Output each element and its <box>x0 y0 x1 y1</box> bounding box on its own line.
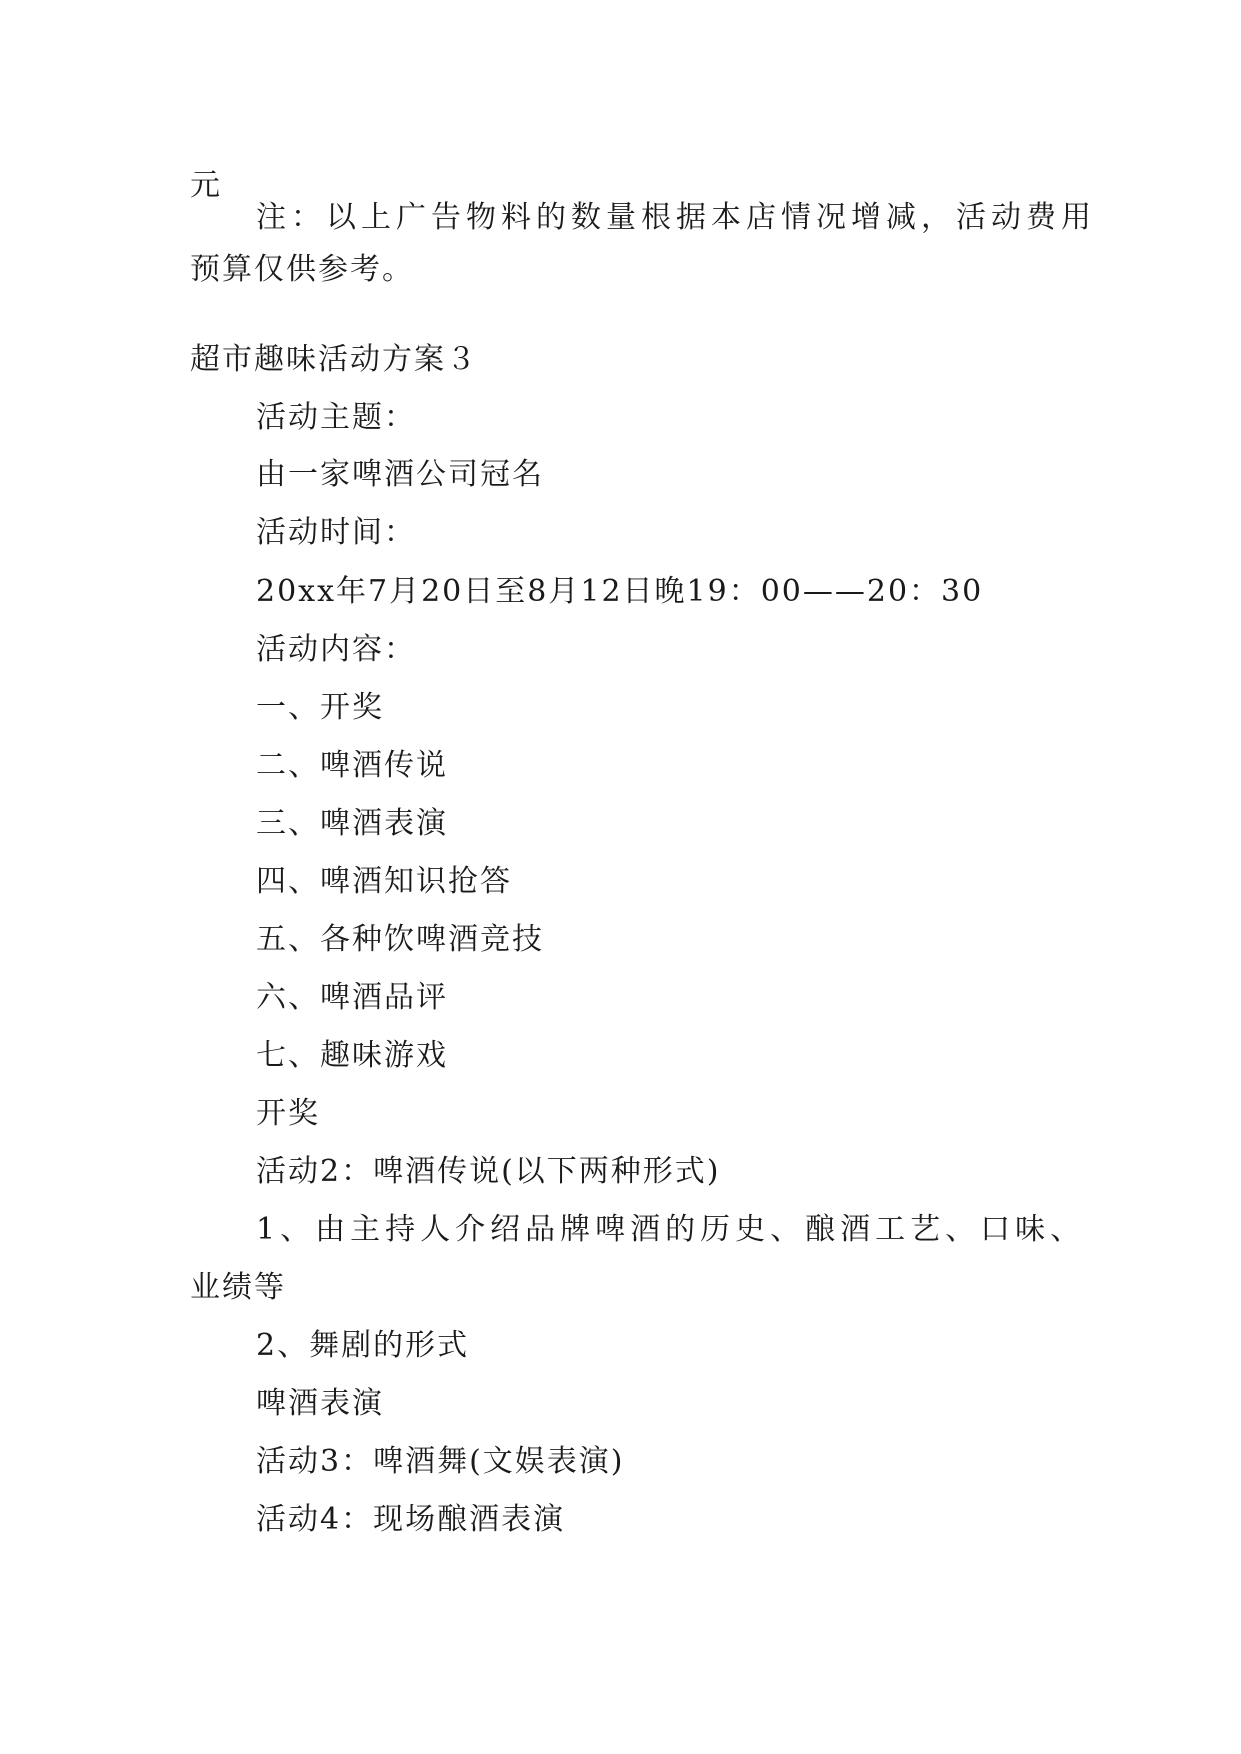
text-line: 1、由主持人介绍品牌啤酒的历史、酿酒工艺、口味、 <box>256 1212 1086 1247</box>
text-line: 活动内容： <box>256 632 416 667</box>
text-line: 由一家啤酒公司冠名 <box>256 457 544 492</box>
text-line: 开奖 <box>256 1096 320 1131</box>
text-line: 活动4：现场酿酒表演 <box>256 1502 566 1537</box>
text-line: 业绩等 <box>190 1270 286 1305</box>
list-item: 六、啤酒品评 <box>256 980 448 1015</box>
list-item: 一、开奖 <box>256 690 384 725</box>
list-item: 三、啤酒表演 <box>256 806 448 841</box>
text-line: 注：以上广告物料的数量根据本店情况增减，活动费用 <box>256 200 1096 235</box>
text-line: 20xx年7月20日至8月12日晚19：00——20：30 <box>256 574 984 609</box>
list-item: 五、各种饮啤酒竞技 <box>256 922 544 957</box>
text-line: 元 <box>190 168 222 203</box>
text-line: 活动主题： <box>256 400 416 435</box>
text-line: 活动时间： <box>256 515 416 550</box>
text-line: 活动2：啤酒传说(以下两种形式) <box>256 1154 721 1189</box>
list-item: 二、啤酒传说 <box>256 748 448 783</box>
text-line: 预算仅供参考。 <box>190 252 414 287</box>
list-item: 四、啤酒知识抢答 <box>256 864 512 899</box>
section-title: 超市趣味活动方案３ <box>190 342 478 377</box>
text-line: 活动3：啤酒舞(文娱表演) <box>256 1444 625 1479</box>
list-item: 七、趣味游戏 <box>256 1038 448 1073</box>
text-line: 啤酒表演 <box>256 1386 384 1421</box>
text-line: 2、舞剧的形式 <box>256 1328 470 1363</box>
